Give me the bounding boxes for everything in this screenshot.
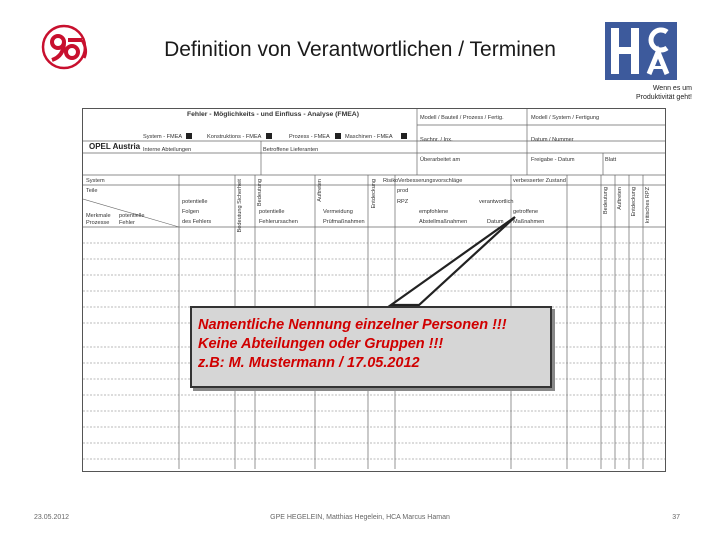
field-sachnr: Sachnr. / Inx. [420,137,453,143]
col-geeignet: Bedeutung Sicherheit [237,179,243,233]
callout-text [198,316,546,373]
field-blatt: Blatt [605,157,617,163]
col-funktion-label: Fehler [119,220,135,226]
footer-date: 23.05.2012 [34,514,70,521]
field-modell: Modell / Bauteil / Prozess / Fertig. [420,115,504,121]
checkbox-prozess-label: Prozess - FMEA [289,134,330,140]
col-verantwortlich: Datum [487,219,504,225]
col-massnahmen: getroffene [513,209,539,215]
checkbox-system-label: System - FMEA [143,134,183,140]
company-logo-left [38,22,100,72]
callout-box [190,306,552,388]
fmea-form [82,108,666,472]
tagline-line: Wenn es um [652,85,692,92]
tagline-line: Produktivität geht! [635,94,692,101]
field-ueberarbeitet: Überarbeitet am [420,157,461,163]
checkbox-maschinen-label: Maschinen - FMEA [345,134,393,140]
tagline [612,84,692,102]
col-empfohlene: empfohlene [419,209,449,215]
col-entdeckung-right: Entdeckung [631,187,637,217]
callout-line: Namentliche Nennung einzelner Personen !!! [198,317,507,333]
col-bedeutung-right: Bedeutung [603,187,609,215]
hca-logo [605,22,677,80]
field-datum: Datum / Nummer [531,137,574,143]
col-rpz-right: kritisches RPZ [645,187,651,224]
col-funktion-label: Merkmale [86,213,111,219]
col-teile: Teile [86,188,98,194]
col-kenn: RPZ [397,199,409,205]
field-intern: Interne Abteilungen [143,147,192,153]
field-extern: Betroffene Lieferanten [263,147,319,153]
col-ursachen: potentielle [259,209,285,215]
col-bedeutung-vert: Bedeutung [257,179,263,207]
callout-line: z.B: M. Mustermann / 17.05.2012 [198,355,420,371]
callout-line: Keine Abteilungen oder Gruppen !!! [198,336,444,352]
col-funktion-label: Prozesse [86,220,110,226]
checkbox-konstruktion-label: Konstruktions - FMEA [207,134,262,140]
footer-page-number: 37 [672,514,680,521]
col-ursachen: Fehlerursachen [259,219,298,225]
fmea-header-title: Fehler - Möglichkeits - und Einfluss - Analyse (FMEA) [187,111,359,118]
col-folgen: potentielle [182,199,208,205]
col-verantwortlich: verantwortlich [479,199,514,205]
col-folgen: Folgen [182,209,200,215]
col-auftreten-right: Auftreten [617,187,623,210]
slide-title: Definition von Verantwortlichen / Terminen [164,38,556,61]
col-auftreten-vert: Auftreten [317,179,323,202]
footer-authors: GPE HEGELEIN, Matthias Hegelein, HCA Marcus Haman [270,514,450,521]
form-grid-lines [83,109,665,471]
col-funktion-label: potentielle [119,213,145,219]
field-modell-system: Modell / System / Fertigung [531,115,600,121]
col-entdeckung-vert: Entdeckung [371,179,377,209]
col-empfohlene: Abstellmaßnahmen [419,219,468,225]
col-system: System [86,178,105,184]
col-folgen: des Fehlers [182,219,212,225]
col-verbesserung: Verbesserungsvorschläge [398,178,463,184]
col-verbessert: verbesserter Zustand [513,178,566,184]
field-freigabe: Freigabe - Datum [531,157,575,163]
col-massnahmen: Maßnahmen [513,219,545,225]
col-vermeidung: Prüfmaßnahmen [323,219,365,225]
col-kenn: prod [397,188,409,194]
col-vermeidung: Vermeidung [323,209,353,215]
col-risiko: Risiko [383,178,399,184]
company-name: OPEL Austria [89,142,141,151]
